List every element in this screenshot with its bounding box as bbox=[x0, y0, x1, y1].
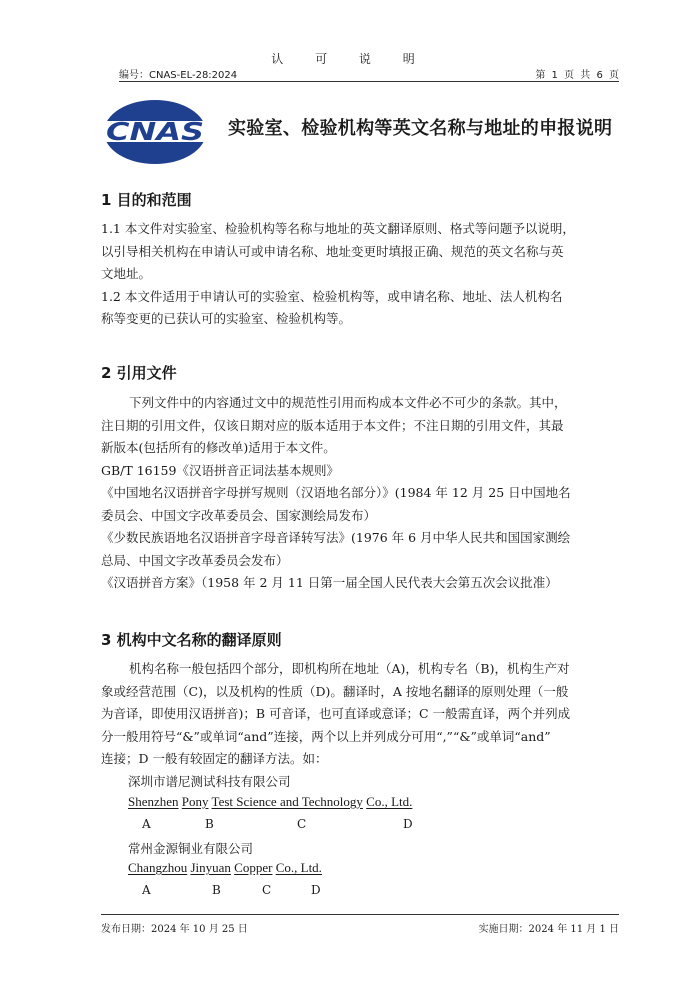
example-part: Jinyuan bbox=[190, 860, 231, 875]
paragraph-line: 分一般用符号“&”或单词“and”连接，两个以上并列成分可用“,”“&”或单词“and” bbox=[101, 728, 551, 744]
cnas-logo bbox=[102, 98, 208, 166]
effective-date: 实施日期：2024 年 11 月 1 日 bbox=[478, 924, 619, 935]
part-label: A bbox=[142, 883, 151, 897]
part-label: D bbox=[311, 883, 321, 897]
example-english-name bbox=[128, 860, 322, 876]
example-part: Shenzhen bbox=[128, 794, 179, 809]
section-heading: 1 目的和范围 bbox=[101, 191, 192, 209]
reference-line: 《汉语拼音方案》（1958 年 2 月 11 日第一届全国人民代表大会第五次会议批准） bbox=[101, 575, 558, 590]
example-chinese-name: 深圳市谱尼测试科技有限公司 bbox=[128, 774, 291, 789]
example-part: Copper bbox=[234, 860, 273, 875]
header-title: 认 可 说 明 bbox=[271, 52, 429, 66]
paragraph-line: 新版本(包括所有的修改单)适用于本文件。 bbox=[101, 440, 336, 455]
example-chinese-name: 常州金源铜业有限公司 bbox=[128, 841, 254, 856]
paragraph-line: 文地址。 bbox=[101, 266, 152, 281]
example-part: Test Science and Technology bbox=[211, 794, 363, 809]
part-label: B bbox=[205, 817, 214, 831]
reference-line: 《中国地名汉语拼音字母拼写规则（汉语地名部分）》(1984 年 12 月 25 日中国地名 bbox=[101, 485, 571, 500]
paragraph-line: 象或经营范围（C)，以及机构的性质（D)。翻译时，A 按地名翻译的原则处理（一般 bbox=[101, 683, 569, 699]
paragraph-line: 为音译，即使用汉语拼音)；B 可音译，也可直译或意译；C 一般需直译，两个并列成 bbox=[101, 706, 571, 721]
part-label: C bbox=[297, 817, 307, 831]
part-label: C bbox=[262, 883, 272, 897]
page-indicator: 第 1 页 共 6 页 bbox=[535, 70, 619, 81]
paragraph-line: 以引导相关机构在申请认可或申请名称、地址变更时填报正确、规范的英文名称与英 bbox=[101, 243, 564, 259]
reference-line: GB/T 16159《汉语拼音正词法基本规则》 bbox=[101, 462, 339, 478]
paragraph-line: 1.2 本文件适用于申请认可的实验室、检验机构等，或申请名称、地址、法人机构名 bbox=[101, 288, 563, 304]
paragraph-line: 下列文件中的内容通过文中的规范性引用而构成本文件必不可少的条款。其中， bbox=[129, 395, 567, 410]
paragraph-line: 1.1 本文件对实验室、检验机构等名称与地址的英文翻译原则、格式等问题予以说明， bbox=[101, 221, 575, 236]
example-part: Co., Ltd. bbox=[275, 860, 322, 875]
paragraph-line: 连接；D 一般有较固定的翻译方法。如： bbox=[101, 751, 328, 766]
part-label: A bbox=[142, 817, 151, 831]
paragraph-line: 机构名称一般包括四个部分，即机构所在地址（A)，机构专名（B)，机构生产对 bbox=[129, 661, 570, 676]
example-english-name bbox=[128, 794, 412, 810]
reference-line: 《少数民族语地名汉语拼音字母音译转写法》(1976 年 6 月中华人民共和国国家测绘 bbox=[101, 530, 571, 545]
reference-line: 总局、中国文字改革委员会发布） bbox=[101, 552, 289, 568]
header-rule bbox=[119, 81, 619, 82]
section-heading: 3 机构中文名称的翻译原则 bbox=[101, 631, 282, 649]
reference-line: 委员会、中国文字改革委员会、国家测绘局发布） bbox=[101, 507, 377, 523]
document-code: 编号：CNAS-EL-28:2024 bbox=[119, 70, 238, 81]
example-part: Co., Ltd. bbox=[366, 794, 413, 809]
paragraph-line: 称等变更的已获认可的实验室、检验机构等。 bbox=[101, 311, 352, 326]
part-label: D bbox=[403, 817, 413, 831]
header-row bbox=[119, 66, 619, 81]
document-title: 实验室、检验机构等英文名称与地址的申报说明 bbox=[228, 118, 613, 139]
section-heading: 2 引用文件 bbox=[101, 364, 177, 382]
paragraph-line: 注日期的引用文件，仅该日期对应的版本适用于本文件；不注日期的引用文件，其最 bbox=[101, 417, 564, 433]
footer-rule bbox=[101, 914, 619, 915]
example-part: Pony bbox=[181, 794, 209, 809]
example-part: Changzhou bbox=[128, 860, 188, 875]
issue-date: 发布日期：2024 年 10 月 25 日 bbox=[101, 924, 248, 935]
logo-text: CNAS bbox=[106, 117, 204, 146]
part-label: B bbox=[212, 883, 221, 897]
